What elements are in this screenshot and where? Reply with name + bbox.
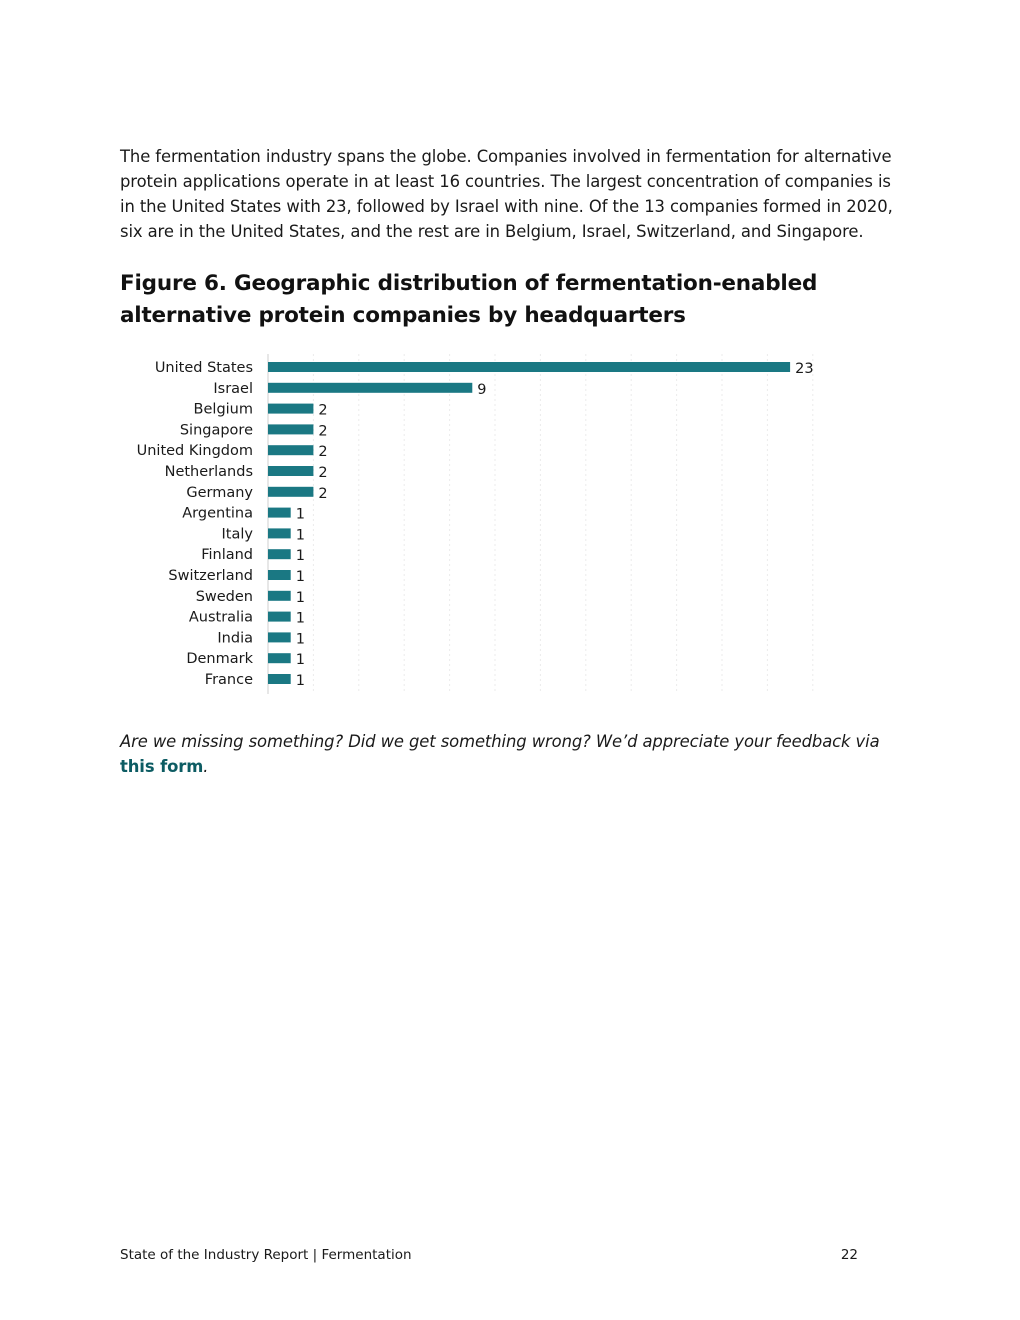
bar-australia bbox=[268, 612, 291, 622]
data-label-finland: 1 bbox=[295, 548, 305, 565]
bar-germany bbox=[268, 487, 313, 497]
data-label-sweden: 1 bbox=[295, 589, 305, 606]
data-label-belgium: 2 bbox=[318, 402, 328, 419]
data-label-israel: 9 bbox=[477, 381, 487, 398]
tick-label-switzerland: Switzerland bbox=[168, 568, 253, 584]
tick-label-sweden: Sweden bbox=[195, 588, 253, 605]
tick-label-united-states: United States bbox=[154, 360, 253, 376]
bar-switzerland bbox=[268, 570, 291, 580]
data-label-argentina: 1 bbox=[295, 506, 305, 523]
tick-label-netherlands: Netherlands bbox=[164, 464, 253, 480]
data-label-denmark: 1 bbox=[295, 652, 305, 669]
tick-label-argentina: Argentina bbox=[182, 505, 253, 522]
label-layer bbox=[137, 360, 814, 689]
bar-singapore bbox=[268, 424, 313, 434]
bar-israel bbox=[268, 383, 472, 393]
data-label-india: 1 bbox=[295, 631, 305, 648]
bar-sweden bbox=[268, 591, 291, 601]
tick-label-germany: Germany bbox=[186, 484, 253, 501]
bar-denmark bbox=[268, 653, 291, 663]
bar-united-states bbox=[268, 362, 790, 372]
chart-svg bbox=[120, 350, 880, 700]
feedback-text: Are we missing something? Did we get something wrong? We’d appreciate your feedback via bbox=[120, 732, 880, 751]
bar-india bbox=[268, 632, 291, 642]
tick-label-denmark: Denmark bbox=[186, 651, 253, 668]
data-label-germany: 2 bbox=[318, 485, 328, 502]
bar-united-kingdom bbox=[268, 445, 313, 455]
data-label-switzerland: 1 bbox=[295, 569, 305, 585]
grid-layer bbox=[268, 354, 813, 694]
feedback-link-word-2: form bbox=[160, 757, 204, 776]
feedback-note bbox=[120, 729, 910, 779]
tick-label-france: France bbox=[204, 672, 253, 688]
tick-label-israel: Israel bbox=[213, 380, 253, 397]
feedback-end: . bbox=[203, 757, 209, 776]
tick-label-singapore: Singapore bbox=[179, 422, 253, 439]
footer-report-title: State of the Industry Report | Fermentation bbox=[120, 1247, 412, 1263]
data-label-italy: 1 bbox=[295, 527, 305, 544]
bar-italy bbox=[268, 528, 291, 538]
tick-label-finland: Finland bbox=[201, 547, 253, 564]
figure-title: Figure 6. Geographic distribution of fermentation-enabled alternative protein companies by headquarters bbox=[120, 271, 818, 328]
feedback-link-word-1: this bbox=[120, 757, 155, 776]
bar-finland bbox=[268, 549, 291, 559]
data-label-netherlands: 2 bbox=[318, 465, 328, 481]
feedback-form-link[interactable] bbox=[120, 757, 203, 776]
tick-label-belgium: Belgium bbox=[193, 401, 253, 418]
bar-netherlands bbox=[268, 466, 313, 476]
data-label-united-states: 23 bbox=[795, 361, 814, 377]
intro-paragraph: The fermentation industry spans the globe. Companies involved in fermentation for alternative protein applications operate in at least 16 countries. The largest concentration of companies is in the United States with 23, followed by Israel with nine. Of the 13 companies formed in 2020, six are in the United States, and the rest are in Belgium, Israel, Switzerland, and Singapore. bbox=[120, 147, 893, 241]
tick-label-italy: Italy bbox=[221, 526, 253, 543]
bar-argentina bbox=[268, 508, 291, 518]
tick-label-india: India bbox=[217, 630, 253, 647]
data-label-france: 1 bbox=[295, 673, 305, 689]
tick-label-united-kingdom: United Kingdom bbox=[136, 443, 253, 460]
tick-label-australia: Australia bbox=[188, 609, 253, 626]
bar-layer bbox=[268, 362, 790, 684]
bar-belgium bbox=[268, 404, 313, 414]
bar-france bbox=[268, 674, 291, 684]
data-label-singapore: 2 bbox=[318, 423, 328, 440]
data-label-united-kingdom: 2 bbox=[318, 444, 328, 461]
footer-page-number: 22 bbox=[840, 1247, 858, 1263]
data-label-australia: 1 bbox=[295, 610, 305, 627]
bar-chart bbox=[120, 350, 880, 700]
